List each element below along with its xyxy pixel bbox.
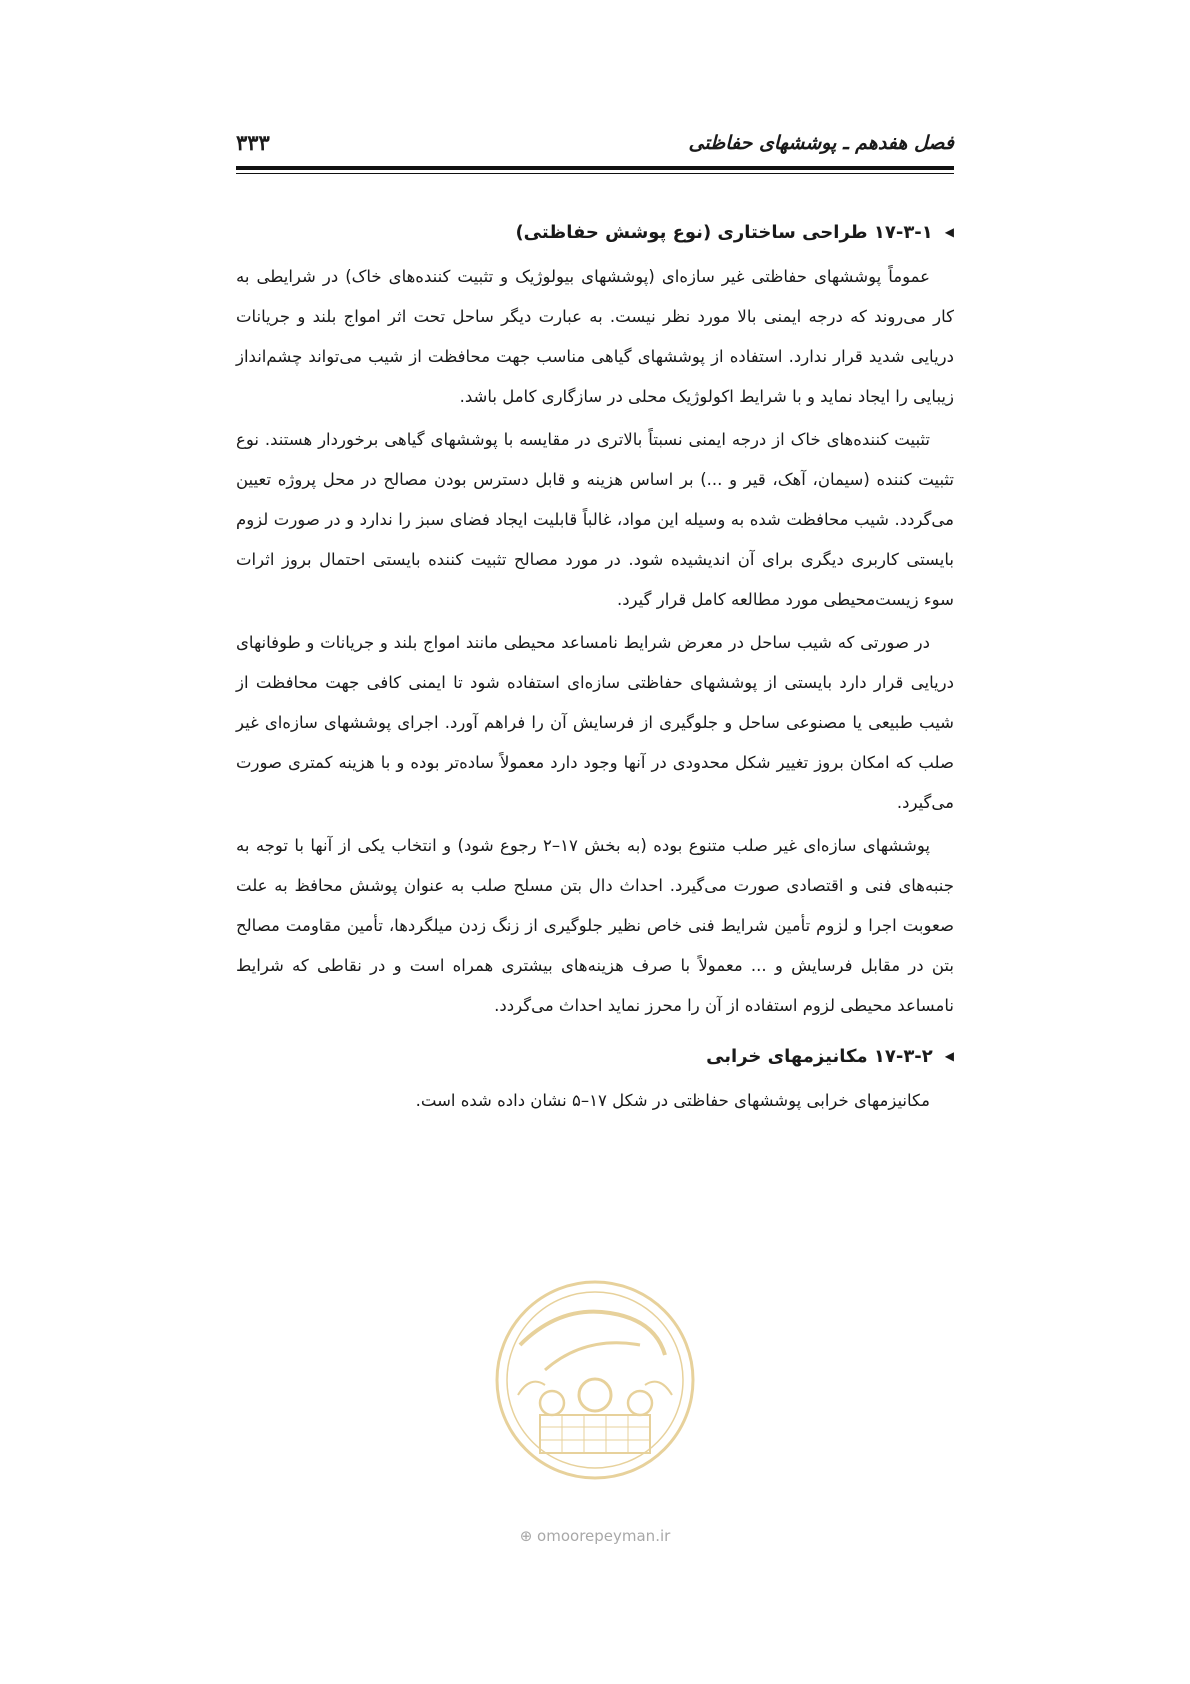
paragraph: عموماً پوششهای حفاظتی غیر سازه‌ای (پوششهای بیولوژیک و تثبیت کننده‌های خاک) در شرایطی به کار می‌روند که درجه ایمنی بالا مورد نظر نیست. به عبارت دیگر ساحل تحت اثر امواج بلند و جریانات دریایی شدید قرار ندارد. استفاده از پوششهای گیاهی مناسب جهت محافظت از شیب می‌تواند چشم‌انداز زیبایی را ایجاد نماید و با شرایط اکولوژیک محلی در سازگاری کامل باشد. [236,267,954,406]
page-body [236,212,954,1124]
triangle-bullet-icon: ◀ [944,1049,954,1063]
page-header [236,118,954,158]
section-heading-1 [236,212,954,253]
paragraph: تثبیت کننده‌های خاک از درجه ایمنی نسبتاً بالاتری در مقایسه با پوششهای گیاهی برخوردار هستند. نوع تثبیت کننده (سیمان، آهک، قیر و ...) بر اساس هزینه و قابل دسترس بودن مصالح در محل پروژه تعیین می‌گردد. شیب محافظت شده به وسیله این مواد، غالباً قابلیت ایجاد فضای سبز را ندارد و در صورت لزوم بایستی کاربری دیگری برای آن اندیشیده شود. در مورد مصالح تثبیت کننده بایستی احتمال بروز اثرات سوء زیست‌محیطی مورد مطالعه کامل قرار گیرد. [236,430,954,609]
watermark-seal-icon [490,1275,700,1485]
triangle-bullet-icon: ◀ [944,225,954,239]
header-rule-thin [236,173,954,174]
watermark-caption [470,1527,720,1545]
watermark-globe-icon: ⊕ [519,1527,533,1545]
section-heading-2 [236,1036,954,1077]
section-heading-1-text: ۱۷-۳-۱ طراحی ساختاری (نوع پوشش حفاظتی) [515,222,933,243]
paragraph: مکانیزمهای خرابی پوششهای حفاظتی در شکل ۱۷–۵ نشان داده شده است. [415,1091,930,1110]
chapter-title: فصل هفدهم ـ پوششهای حفاظتی [688,132,954,154]
watermark-logo [490,1275,700,1485]
header-rule-thick [236,166,954,170]
paragraph: در صورتی که شیب ساحل در معرض شرایط نامساعد محیطی مانند امواج بلند و جریانات و طوفانهای دریایی قرار دارد بایستی از پوششهای حفاظتی سازه‌ای استفاده شود تا ایمنی کافی جهت محافظت از شیب طبیعی یا مصنوعی ساحل و جلوگیری از فرسایش آن را فراهم آورد. اجرای پوششهای سازه‌ای غیر صلب که امکان بروز تغییر شکل محدودی در آنها وجود دارد معمولاً ساده‌تر بوده و با هزینه کمتری صورت می‌گیرد. [236,633,954,812]
page-number: ۳۳۳ [236,130,270,155]
watermark-caption-text: omoorepeyman.ir [537,1527,671,1545]
paragraph: پوششهای سازه‌ای غیر صلب متنوع بوده (به بخش ۱۷–۲ رجوع شود) و انتخاب یکی از آنها با توجه به جنبه‌های فنی و اقتصادی صورت می‌گیرد. احداث دال بتن مسلح صلب به عنوان پوشش محافظ به علت صعوبت اجرا و لزوم تأمین شرایط فنی خاص نظیر جلوگیری از زنگ زدن میلگردها، تأمین مقاومت مصالح بتن در مقابل فرسایش و ... معمولاً با صرف هزینه‌های بیشتری همراه است و در نقاطی که شرایط نامساعد محیطی لزوم استفاده از آن را محرز نماید احداث می‌گردد. [236,836,954,1015]
section-heading-2-text: ۱۷-۳-۲ مکانیزمهای خرابی [706,1046,933,1067]
